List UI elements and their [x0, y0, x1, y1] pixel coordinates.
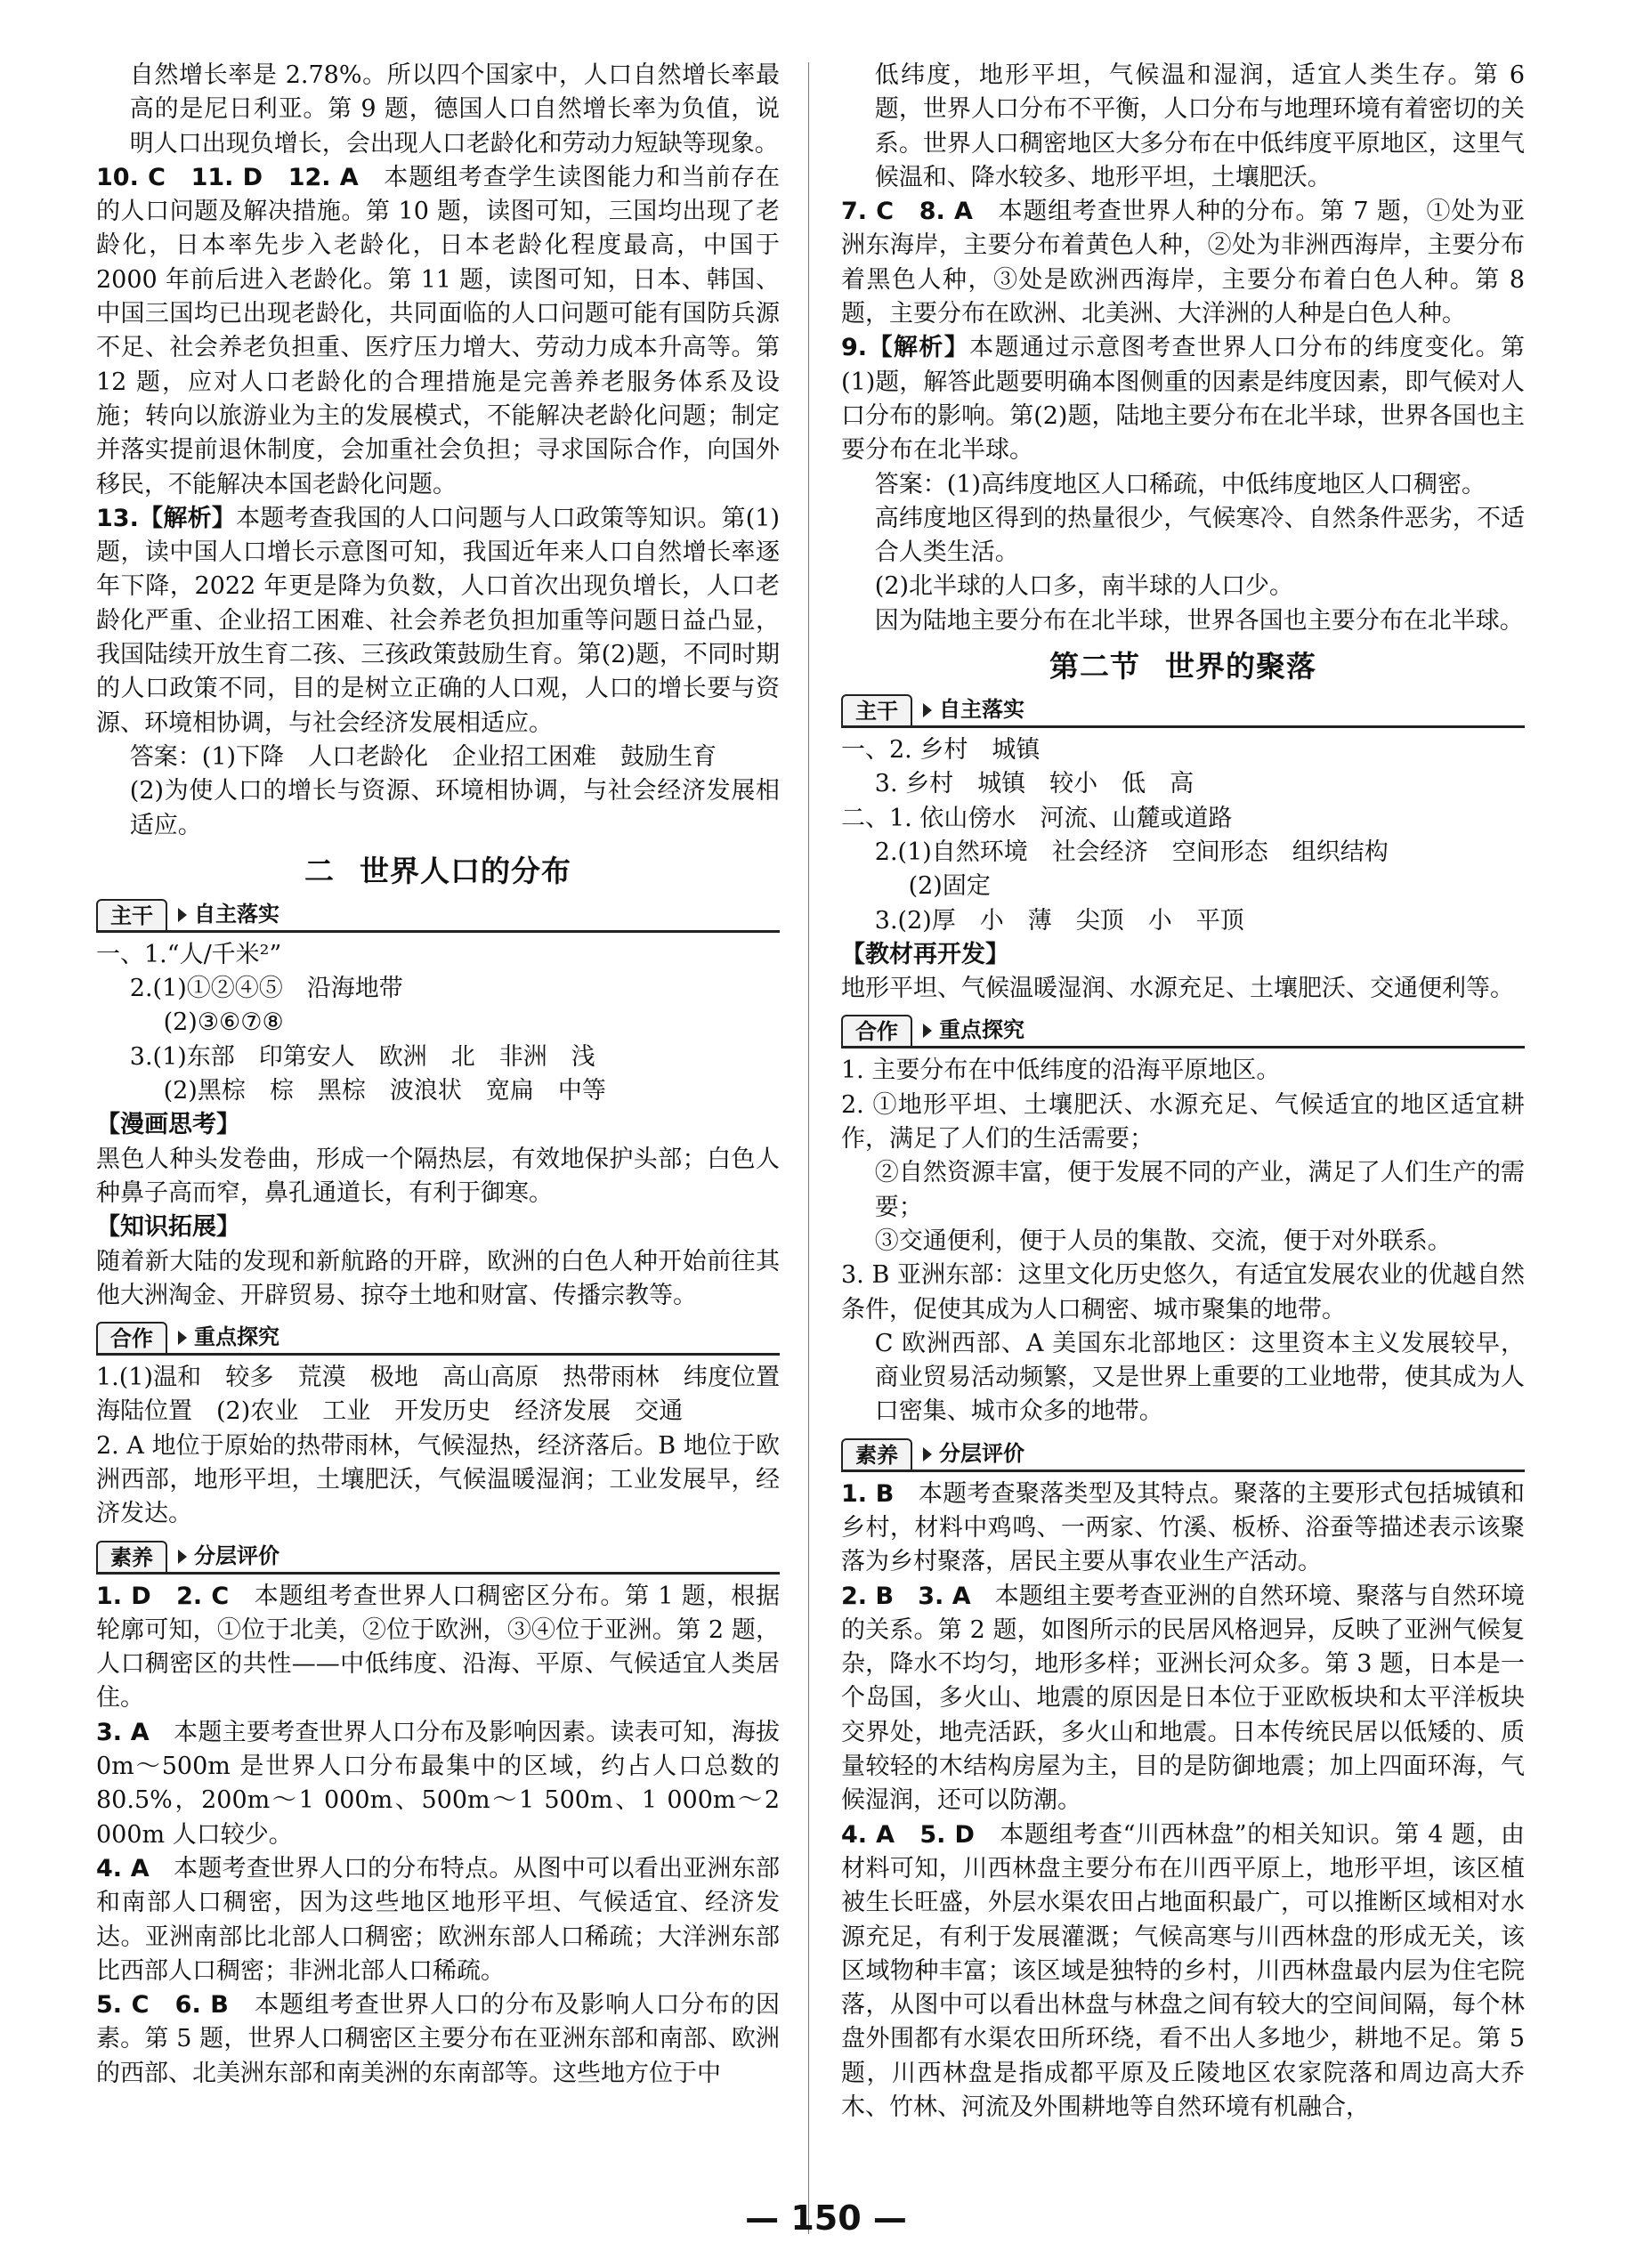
- banner-rule: [841, 1046, 1525, 1048]
- triangle-icon: [178, 1331, 187, 1345]
- paragraph: 低纬度，地形平坦，气候温和湿润，适宜人类生存。第 6 题，世界人口分布不平衡，人口分布与地理环境有着密切的关系。世界人口稠密地区大多分布在中低纬度平原地区，这里气候温和、降水较多、地形平坦，土壤肥沃。: [874, 61, 1525, 191]
- answer-10-12: [96, 161, 780, 502]
- answer-5-6: [96, 1988, 780, 2091]
- list-item: 一、2. 乡村 城镇: [841, 736, 1041, 765]
- subheading: 【漫画思考】: [96, 1111, 240, 1139]
- answer-key: 4. A 5. D: [841, 1820, 975, 1849]
- banner-suyang: [841, 1435, 1525, 1474]
- answer-2-3: [841, 1580, 1525, 1818]
- list-item: 3. 乡村 城镇 较小 低 高: [874, 770, 1194, 798]
- explanation: 本题通过示意图考查世界人口分布的纬度变化。第(1)题，解答此题要明确本图侧重的因素是纬度因素，即气候对人口分布的影响。第(2)题，陆地主要分布在北半球，世界各国也主要分布在北半球。: [841, 334, 1526, 465]
- list-item: 3. B 亚洲东部：这里文化历史悠久，有适宜发展农业的优越自然条件，促使其成为人口稠密、城市聚集的地带。: [841, 1261, 1525, 1324]
- explanation: 本题组考查学生读图能力和当前存在的人口问题及解决措施。第 10 题，读图可知，三国均出现了老龄化，日本率先步入老龄化，日本老龄化程度最高，中国于 2000 年前后进入老龄化。第 11 题，读图可知，日本、韩国、中国三国均已出现老龄化，共同面临的人口问题可能有国防兵源不足、社会养老负担重、医疗压力增大、劳动力成本升高等。第 12 题，应对人口老龄化的合理措施是完善养老服务体系及设施；转向以旅游业为主的发展模式，不能解决老龄化问题；制定并落实提前退休制度，会加重社会负担；寻求国际合作，向国外移民，不能解决本国老龄化问题。: [96, 163, 780, 498]
- answer-text: 因为陆地主要分布在北半球，世界各国也主要分布在北半球。: [874, 606, 1524, 635]
- answer-key: 5. C 6. B: [96, 1991, 229, 2020]
- list-item: C 欧洲西部、A 美国东北部地区：这里资本主义发展较早，商业贸易活动频繁，又是世界上重要的工业地带，使其成为人口密集、城市众多的地带。: [874, 1329, 1525, 1426]
- explanation: 本题考查世界人口的分布特点。从图中可以看出亚洲东部和南部人口稠密，因为这些地区地形平坦、气候适宜、经济发达。亚洲南部比北部人口稠密；欧洲东部人口稀疏；大洋洲东部比西部人口稠密；非洲北部人口稀疏。: [96, 1854, 781, 1985]
- triangle-icon: [923, 1447, 932, 1461]
- left-column: [96, 59, 804, 2091]
- answer-text: (2)北半球的人口多，南半球的人口少。: [874, 572, 1294, 601]
- banner-rule: [96, 930, 780, 933]
- list-item: ③交通便利，便于人员的集散、交流，便于对外联系。: [874, 1227, 1452, 1255]
- banner-zhugan: [96, 895, 780, 935]
- banner-label: 分层评价: [194, 1542, 279, 1568]
- answer-text: (2)为使人口的增长与资源、环境相协调，与社会经济发展相适应。: [129, 777, 780, 839]
- banner-label: 自主落实: [939, 697, 1024, 723]
- banner-rule: [841, 725, 1525, 728]
- banner-rule: [96, 1572, 780, 1575]
- paragraph: 地形平坦、气候温暖湿润、水源充足、土壤肥沃、交通便利等。: [841, 975, 1514, 1003]
- list-item: 3.(2)厚 小 薄 尖顶 小 平顶: [874, 906, 1244, 935]
- banner-label: 重点探究: [939, 1017, 1024, 1043]
- answer-key: 4. A: [96, 1854, 150, 1882]
- list-item: 1.(1)温和 较多 荒漠 极地 高山高原 热带雨林 纬度位置 海陆位置 (2)农业 工业 开发历史 经济发展 交通: [96, 1364, 804, 1426]
- banner-tab: 合作: [841, 1015, 912, 1048]
- answer-1-2: [96, 1580, 780, 1716]
- paragraph: 随着新大陆的发现和新航路的开辟，欧洲的白色人种开始前往其他大洲淘金、开辟贸易、掠夺土地和财富、传播宗教等。: [96, 1247, 780, 1309]
- answer-key: 7. C 8. A: [841, 198, 973, 226]
- answer-9: [841, 331, 1525, 467]
- section-name: 世界人口的分布: [360, 853, 571, 888]
- triangle-icon: [178, 1550, 187, 1564]
- explanation: 本题考查聚落类型及其特点。聚落的主要形式包括城镇和乡村，材料中鸡鸣、一两家、竹溪、板桥、浴蚕等描述表示该聚落为乡村聚落，居民主要从事农业生产活动。: [841, 1479, 1526, 1576]
- answer-1: [841, 1478, 1525, 1580]
- answer-text: 答案：(1)下降 人口老龄化 企业招工困难 鼓励生育: [129, 742, 717, 771]
- list-item: 2. A 地位于原始的热带雨林，气候湿热，经济落后。B 地位于欧洲西部，地形平坦，土壤肥沃，气候温暖湿润；工业发展早，经济发达。: [96, 1431, 780, 1528]
- section-title: [841, 644, 1525, 685]
- answer-key: 2. B 3. A: [841, 1582, 971, 1610]
- explanation: 本题组主要考查亚洲的自然环境、聚落与自然环境的关系。第 2 题，如图所示的民居风格迥异，反映了亚洲气候复杂，降水不均匀，地形多样；亚洲长河众多。第 3 题，日本是一个岛国，多火山、地震的原因是日本位于亚欧板块和太平洋板块交界处，地壳活跃，多火山和地震。日本传统民居以低矮的、质量较轻的木结构房屋为主，目的是防御地震；加上四面环海，气候湿润，还可以防潮。: [841, 1582, 1525, 1815]
- answer-3: [96, 1716, 780, 1852]
- list-item: (2)黑棕 棕 黑棕 波浪状 宽扁 中等: [163, 1077, 606, 1105]
- banner-label: 分层评价: [939, 1440, 1024, 1466]
- answer-key: 13.【解析】: [96, 504, 237, 532]
- banner-hezuo: [96, 1318, 780, 1357]
- list-item: 1. 主要分布在中低纬度的沿海平原地区。: [841, 1057, 1281, 1085]
- banner-tab: 主干: [96, 899, 167, 933]
- answer-7-8: [841, 195, 1525, 331]
- banner-label: 重点探究: [194, 1324, 279, 1350]
- banner-zhugan: [841, 691, 1525, 730]
- explanation: 本题主要考查世界人口分布及影响因素。读表可知，海拔 0m～500m 是世界人口分布最集中的区域，约占人口总数的 80.5%，200m～1 000m、500m～1 500m、1 000m～2 000m 人口较少。: [96, 1718, 781, 1849]
- banner-tab: 素养: [96, 1541, 167, 1575]
- triangle-icon: [923, 1024, 932, 1038]
- subheading: 【知识拓展】: [96, 1213, 240, 1242]
- section-title: [96, 848, 780, 890]
- answer-key: 9.【解析】: [841, 334, 970, 362]
- answer-key: 1. D 2. C: [96, 1582, 230, 1610]
- list-item: 一、1.“人/千米²”: [96, 940, 282, 968]
- banner-hezuo: [841, 1011, 1525, 1050]
- list-item: 2.(1)①②④⑤ 沿海地带: [129, 975, 403, 1003]
- page-number: — 150 —: [745, 2198, 907, 2238]
- paragraph: 自然增长率是 2.78%。所以四个国家中，人口自然增长率最高的是尼日利亚。第 9 题，德国人口自然增长率为负值，说明人口出现负增长，会出现人口老龄化和劳动力短缺等现象。: [129, 61, 780, 158]
- list-item: 2. ①地形平坦、土壤肥沃、水源充足、气候适宜的地区适宜耕作，满足了人们的生活需要；: [841, 1090, 1525, 1154]
- answer-text: 答案：(1)高纬度地区人口稀疏，中低纬度地区人口稠密。: [874, 470, 1486, 498]
- section-name: 世界的聚落: [1165, 649, 1316, 684]
- banner-tab: 合作: [96, 1322, 167, 1356]
- explanation: 本题组考查世界人种的分布。第 7 题，①处为亚洲东海岸，主要分布着黄色人种，②处为非洲西海岸，主要分布着黑色人种，③处是欧洲西海岸，主要分布着白色人种。第 8 题，主要分布在欧洲、北美洲、大洋洲的人种是白色人种。: [841, 198, 1526, 328]
- column-divider: [808, 62, 809, 2234]
- explanation: 本题考查我国的人口问题与人口政策等知识。第(1)题，读中国人口增长示意图可知，我国近年来人口自然增长率逐年下降，2022 年更是降为负数，人口首次出现负增长，人口老龄化严重、企业招工困难、社会养老负担加重等问题日益凸显，我国陆续开放生育二孩、三孩政策鼓励生育。第(2)题，不同时期的人口政策不同，目的是树立正确的人口观，人口的增长要与资源、环境相协调，与社会经济发展相适应。: [96, 504, 780, 737]
- banner-tab: 素养: [841, 1438, 912, 1472]
- triangle-icon: [923, 703, 932, 717]
- answer-text: 高纬度地区得到的热量很少，气候寒冷、自然条件恶劣，不适合人类生活。: [874, 504, 1525, 567]
- list-item: (2)③⑥⑦⑧: [163, 1008, 284, 1037]
- explanation: 本题组考查世界人口的分布及影响人口分布的因素。第 5 题，世界人口稠密区主要分布在亚洲东部和南部、欧洲的西部、北美洲东部和南美洲的东南部等。这些地方位于中: [96, 1991, 781, 2087]
- list-item: ②自然资源丰富，便于发展不同的产业，满足了人们生产的需要；: [874, 1159, 1525, 1221]
- section-number: 第二节: [1049, 649, 1140, 684]
- list-item: (2)固定: [908, 872, 991, 901]
- list-item: 二、1. 依山傍水 河流、山麓或道路: [841, 804, 1233, 832]
- answer-13: [96, 502, 780, 741]
- subheading: 【教材再开发】: [841, 940, 1009, 968]
- banner-tab: 主干: [841, 694, 912, 728]
- section-number: 二: [304, 853, 335, 888]
- banner-label: 自主落实: [194, 901, 279, 927]
- explanation: 本题组考查“川西林盘”的相关知识。第 4 题，由材料可知，川西林盘主要分布在川西平原上，地形平坦，该区植被生长旺盛，外层水渠农田占地面积最广，可以推断区域相对水源充足，有利于发展灌溉；气候高寒与川西林盘的形成无关，该区域物种丰富；该区域是独特的乡村，川西林盘最内层为住宅院落，从图中可以看出林盘与林盘之间有较大的空间间隔，每个林盘外围都有水渠农田所环绕，看不出人多地少，耕地不足。第 5 题，川西林盘是指成都平原及丘陵地区农家院落和周边高大乔木、竹林、河流及外围耕地等自然环境有机融合，: [841, 1820, 1526, 2122]
- paragraph: 黑色人种头发卷曲，形成一个隔热层，有效地保护头部；白色人种鼻子高而窄，鼻孔通道长，有利于御寒。: [96, 1145, 780, 1207]
- banner-suyang: [96, 1537, 780, 1576]
- banner-rule: [841, 1470, 1525, 1472]
- banner-rule: [96, 1353, 780, 1356]
- answer-4: [96, 1852, 780, 1988]
- triangle-icon: [178, 908, 187, 922]
- explanation: 本题组考查世界人口稠密区分布。第 1 题，根据轮廓可知，①位于北美，②位于欧洲，③④位于亚洲。第 2 题，人口稠密区的共性——中低纬度、沿海、平原、气候适宜人类居住。: [96, 1582, 780, 1712]
- answer-key: 10. C 11. D 12. A: [96, 163, 359, 191]
- answer-4-5: [841, 1818, 1525, 2125]
- answer-key: 1. B: [841, 1479, 895, 1508]
- answer-key: 3. A: [96, 1718, 150, 1746]
- list-item: 2.(1)自然环境 社会经济 空间形态 组织结构: [874, 838, 1389, 866]
- list-item: 3.(1)东部 印第安人 欧洲 北 非洲 浅: [129, 1042, 595, 1071]
- right-column: [841, 59, 1525, 2125]
